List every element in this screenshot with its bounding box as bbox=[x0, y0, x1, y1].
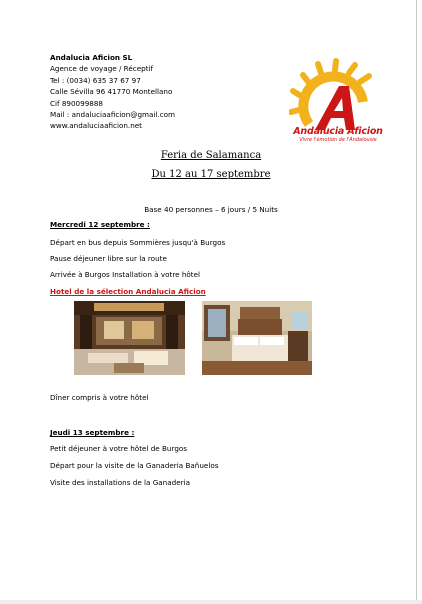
day1-item: Pause déjeuner libre sur la route bbox=[50, 254, 167, 263]
day1-item: Départ en bus depuis Sommières jusqu'à Burgos bbox=[50, 238, 226, 247]
dinner-note: Dîner compris à votre hôtel bbox=[50, 393, 149, 402]
hotel-label: Hotel de la sélection Andalucia Aficion bbox=[50, 287, 206, 296]
sender-mail: Mail : andaluciaaficion@gmail.com bbox=[50, 110, 176, 120]
sender-website: www.andaluciaaficion.net bbox=[50, 121, 143, 131]
base-info: Base 40 personnes – 6 jours / 5 Nuits bbox=[144, 205, 278, 214]
sender-address: Calle Sévilla 96 41770 Montellano bbox=[50, 87, 173, 97]
logo-tagline: Vivre l'émotion de l'Andalousie bbox=[299, 137, 377, 143]
day2-heading: Jeudi 13 septembre : bbox=[50, 428, 135, 437]
sender-block bbox=[50, 52, 175, 132]
sender-line: Agence de voyage / Réceptif bbox=[50, 64, 154, 74]
day1-heading: Mercredi 12 septembre : bbox=[50, 220, 150, 229]
hotel-bedroom-photo bbox=[202, 301, 312, 375]
document-dates: Du 12 au 17 septembre bbox=[151, 169, 271, 180]
document-title: Feria de Salamanca bbox=[160, 150, 262, 161]
sender-cif: Cif 890099888 bbox=[50, 98, 103, 108]
logo-text bbox=[287, 126, 389, 143]
day2-item: Départ pour la visite de la Ganaderia Bañuelos bbox=[50, 461, 219, 470]
logo-brand: Andalucia Aficion bbox=[293, 126, 383, 137]
sender-phone: Tel : (0034) 635 37 67 97 bbox=[50, 75, 141, 85]
day1-item: Arrivée à Burgos Installation à votre hôtel bbox=[50, 270, 201, 279]
day2-item: Petit déjeuner à votre hôtel de Burgos bbox=[50, 444, 188, 453]
page-shadow bbox=[0, 600, 422, 604]
company-name: Andalucia Aficion SL bbox=[50, 53, 133, 62]
day2-item: Visite des installations de la Ganaderia bbox=[50, 478, 190, 487]
hotel-lobby-photo bbox=[74, 301, 185, 375]
